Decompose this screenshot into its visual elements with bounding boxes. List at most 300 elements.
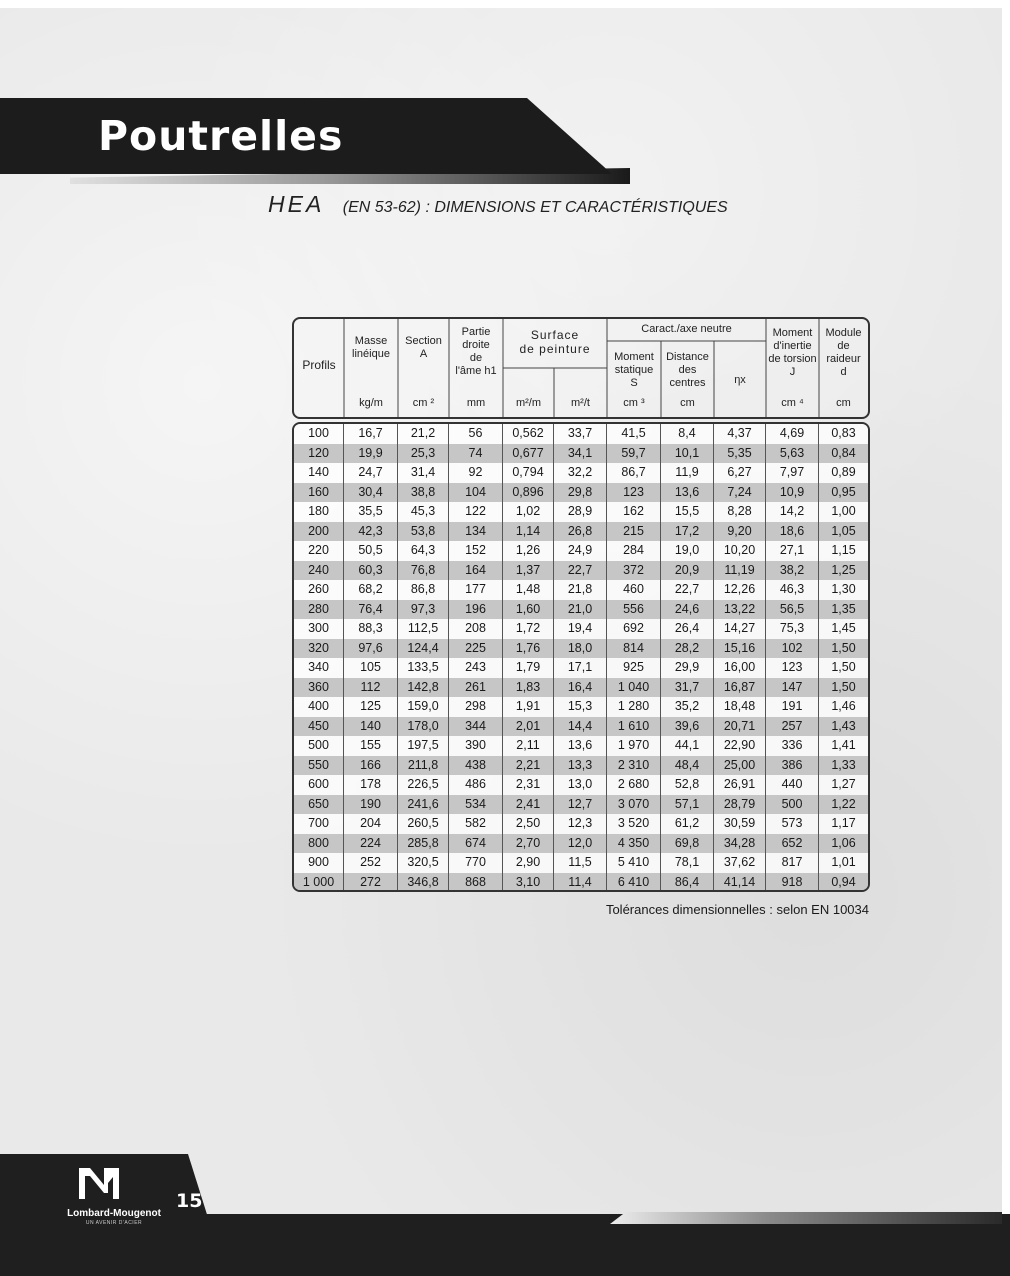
cell-distance-centres: 19,0 (661, 541, 714, 561)
cell-module-raideur: 0,95 (831, 484, 856, 499)
cell-moment-inertie: 102 (766, 639, 819, 659)
cell-section: 320,5 (398, 853, 449, 873)
cell-moment-inertie: 75,3 (766, 619, 819, 639)
cell-moment-statique: 3 520 (607, 814, 661, 834)
cell-section: 285,8 (398, 834, 449, 854)
cell-eta-x: 10,20 (714, 541, 766, 561)
cell-surface-t: 19,4 (554, 619, 607, 639)
cell-partie-droite: 298 (449, 697, 503, 717)
cell-section: 260,5 (398, 814, 449, 834)
table-row (294, 697, 868, 717)
page-number: 15 (176, 1190, 203, 1212)
unit-surface-m: m²/m (515, 397, 542, 409)
cell-masse: 204 (344, 814, 398, 834)
cell-profil: 220 (294, 541, 344, 561)
cell-surface-t: 24,9 (554, 541, 607, 561)
cell-moment-statique: 372 (607, 561, 661, 581)
cell-surface-t: 17,1 (554, 658, 607, 678)
cell-surface-m: 3,10 (503, 873, 554, 893)
cell-eta-x: 9,20 (714, 522, 766, 542)
cell-surface-m: 1,79 (503, 658, 554, 678)
cell-distance-centres: 28,2 (661, 639, 714, 659)
cell-partie-droite: 868 (449, 873, 503, 893)
cell-moment-statique: 1 280 (607, 697, 661, 717)
cell-module-raideur: 1,35 (831, 601, 856, 616)
cell-surface-m: 1,60 (503, 600, 554, 620)
top-margin (0, 0, 1010, 8)
cell-moment-statique: 1 970 (607, 736, 661, 756)
table-row (294, 775, 868, 795)
cell-profil: 800 (294, 834, 344, 854)
cell-surface-t: 16,4 (554, 678, 607, 698)
table-row (294, 658, 868, 678)
cell-surface-t: 21,0 (554, 600, 607, 620)
cell-section: 241,6 (398, 795, 449, 815)
cell-moment-inertie: 123 (766, 658, 819, 678)
cell-moment-inertie: 500 (766, 795, 819, 815)
cell-profil: 300 (294, 619, 344, 639)
cell-partie-droite: 177 (449, 580, 503, 600)
table-row (294, 600, 868, 620)
cell-moment-inertie: 191 (766, 697, 819, 717)
cell-module-raideur: 1,27 (831, 777, 856, 791)
cell-distance-centres: 29,9 (661, 658, 714, 678)
cell-moment-statique: 41,5 (607, 424, 661, 444)
cell-surface-t: 12,0 (554, 834, 607, 854)
cell-masse: 42,3 (344, 522, 398, 542)
cell-eta-x: 16,87 (714, 678, 766, 698)
cell-surface-t: 12,7 (554, 795, 607, 815)
cell-distance-centres: 17,2 (661, 522, 714, 542)
brand-name: Lombard-Mougenot (67, 1208, 161, 1219)
cell-distance-centres: 22,7 (661, 580, 714, 600)
unit-distance: cm (680, 397, 695, 409)
cell-surface-m: 0,794 (503, 463, 554, 483)
cell-distance-centres: 24,6 (661, 600, 714, 620)
cell-moment-inertie: 147 (766, 678, 819, 698)
cell-distance-centres: 52,8 (661, 775, 714, 795)
cell-moment-statique: 123 (607, 483, 661, 503)
table-row (294, 463, 868, 483)
cell-moment-inertie: 336 (766, 736, 819, 756)
cell-profil: 120 (294, 444, 344, 464)
cell-eta-x: 25,00 (714, 756, 766, 776)
cell-surface-t: 21,8 (554, 580, 607, 600)
cell-moment-statique: 2 310 (607, 756, 661, 776)
cell-profil: 700 (294, 814, 344, 834)
tolerance-note: Tolérances dimensionnelles : selon EN 10034 (605, 902, 869, 917)
cell-distance-centres: 39,6 (661, 717, 714, 737)
cell-distance-centres: 44,1 (661, 736, 714, 756)
cell-distance-centres: 86,4 (661, 873, 714, 893)
cell-profil: 550 (294, 756, 344, 776)
cell-module-raideur: 1,05 (831, 523, 856, 538)
cell-partie-droite: 344 (449, 717, 503, 737)
cell-surface-m: 0,562 (503, 424, 554, 444)
header-distance-centres: Distance des centres (666, 351, 709, 389)
table-row (294, 814, 868, 834)
cell-masse: 125 (344, 697, 398, 717)
table-row (294, 736, 868, 756)
cell-distance-centres: 57,1 (661, 795, 714, 815)
unit-partie: mm (466, 397, 486, 409)
cell-section: 159,0 (398, 697, 449, 717)
cell-masse: 155 (344, 736, 398, 756)
cell-module-raideur: 1,41 (831, 738, 856, 752)
cell-profil: 900 (294, 853, 344, 873)
cell-surface-m: 2,01 (503, 717, 554, 737)
page-title: Poutrelles (98, 112, 344, 160)
cell-surface-t: 32,2 (554, 463, 607, 483)
cell-moment-statique: 1 040 (607, 678, 661, 698)
cell-distance-centres: 69,8 (661, 834, 714, 854)
footer-gradient-stripe (610, 1212, 1002, 1224)
cell-masse: 112 (344, 678, 398, 698)
cell-profil: 1 000 (294, 873, 344, 893)
cell-profil: 240 (294, 561, 344, 581)
cell-partie-droite: 208 (449, 619, 503, 639)
cell-section: 86,8 (398, 580, 449, 600)
header-profils: Profils (302, 358, 336, 372)
cell-profil: 180 (294, 502, 344, 522)
cell-moment-inertie: 27,1 (766, 541, 819, 561)
cell-surface-m: 2,50 (503, 814, 554, 834)
cell-module-raideur: 1,17 (831, 816, 856, 830)
cell-moment-statique: 692 (607, 619, 661, 639)
cell-surface-t: 13,6 (554, 736, 607, 756)
cell-surface-m: 1,37 (503, 561, 554, 581)
cell-moment-statique: 2 680 (607, 775, 661, 795)
cell-moment-inertie: 440 (766, 775, 819, 795)
cell-moment-statique: 814 (607, 639, 661, 659)
cell-surface-t: 22,7 (554, 561, 607, 581)
table-row (294, 717, 868, 737)
cell-surface-t: 15,3 (554, 697, 607, 717)
cell-eta-x: 41,14 (714, 873, 766, 893)
cell-eta-x: 11,19 (714, 561, 766, 581)
cell-moment-statique: 1 610 (607, 717, 661, 737)
cell-distance-centres: 48,4 (661, 756, 714, 776)
cell-distance-centres: 35,2 (661, 697, 714, 717)
header-section: Section A (405, 335, 442, 360)
cell-surface-t: 18,0 (554, 639, 607, 659)
table-row (294, 678, 868, 698)
cell-moment-inertie: 573 (766, 814, 819, 834)
cell-surface-m: 1,76 (503, 639, 554, 659)
header-module-raideur: Module de raideur d (825, 327, 862, 378)
cell-partie-droite: 534 (449, 795, 503, 815)
cell-moment-statique: 6 410 (607, 873, 661, 893)
unit-moment-inertie: cm ⁴ (781, 397, 804, 409)
cell-eta-x: 8,28 (714, 502, 766, 522)
cell-masse: 140 (344, 717, 398, 737)
cell-section: 124,4 (398, 639, 449, 659)
cell-masse: 178 (344, 775, 398, 795)
cell-surface-m: 1,26 (503, 541, 554, 561)
cell-module-raideur: 1,50 (831, 640, 856, 655)
cell-eta-x: 5,35 (714, 444, 766, 464)
table-rows (294, 424, 868, 892)
table-row (294, 502, 868, 522)
cell-surface-m: 1,91 (503, 697, 554, 717)
cell-moment-inertie: 817 (766, 853, 819, 873)
cell-masse: 24,7 (344, 463, 398, 483)
cell-section: 346,8 (398, 873, 449, 893)
table-row (294, 756, 868, 776)
cell-eta-x: 16,00 (714, 658, 766, 678)
cell-distance-centres: 20,9 (661, 561, 714, 581)
cell-moment-statique: 556 (607, 600, 661, 620)
unit-section: cm ² (412, 397, 435, 409)
cell-profil: 140 (294, 463, 344, 483)
cell-masse: 224 (344, 834, 398, 854)
cell-eta-x: 20,71 (714, 717, 766, 737)
cell-moment-inertie: 38,2 (766, 561, 819, 581)
cell-partie-droite: 92 (449, 463, 503, 483)
cell-masse: 88,3 (344, 619, 398, 639)
cell-moment-inertie: 386 (766, 756, 819, 776)
unit-module: cm (836, 397, 851, 409)
cell-module-raideur: 0,89 (831, 465, 856, 479)
cell-masse: 105 (344, 658, 398, 678)
table-subtitle (268, 191, 728, 218)
cell-surface-m: 2,11 (503, 736, 554, 756)
cell-surface-m: 2,70 (503, 834, 554, 854)
unit-surface-t: m²/t (571, 397, 590, 409)
cell-partie-droite: 134 (449, 522, 503, 542)
header-caract: Caract./axe neutre (641, 323, 732, 335)
cell-moment-inertie: 14,2 (766, 502, 819, 522)
cell-surface-t: 13,3 (554, 756, 607, 776)
cell-moment-inertie: 46,3 (766, 580, 819, 600)
cell-surface-m: 1,83 (503, 678, 554, 698)
cell-surface-m: 1,02 (503, 502, 554, 522)
cell-masse: 16,7 (344, 424, 398, 444)
cell-distance-centres: 11,9 (661, 463, 714, 483)
cell-eta-x: 22,90 (714, 736, 766, 756)
cell-surface-m: 2,90 (503, 853, 554, 873)
cell-moment-statique: 162 (607, 502, 661, 522)
cell-module-raideur: 1,50 (831, 660, 856, 674)
cell-profil: 500 (294, 736, 344, 756)
table-row (294, 522, 868, 542)
cell-surface-t: 26,8 (554, 522, 607, 542)
cell-moment-inertie: 7,97 (766, 463, 819, 483)
header-moment-statique: Moment statique S (614, 351, 654, 389)
cell-profil: 200 (294, 522, 344, 542)
cell-eta-x: 34,28 (714, 834, 766, 854)
table-row (294, 483, 868, 503)
cell-moment-statique: 4 350 (607, 834, 661, 854)
cell-surface-m: 0,677 (503, 444, 554, 464)
cell-eta-x: 14,27 (714, 619, 766, 639)
cell-section: 64,3 (398, 541, 449, 561)
cell-profil: 600 (294, 775, 344, 795)
cell-distance-centres: 15,5 (661, 502, 714, 522)
cell-partie-droite: 56 (449, 424, 503, 444)
cell-moment-inertie: 18,6 (766, 522, 819, 542)
cell-moment-statique: 3 070 (607, 795, 661, 815)
cell-masse: 50,5 (344, 541, 398, 561)
brand-tagline: UN AVENIR D'ACIER (85, 1220, 143, 1226)
table-row (294, 639, 868, 659)
profile-code: HEA (268, 191, 325, 217)
cell-profil: 340 (294, 658, 344, 678)
cell-surface-m: 2,31 (503, 775, 554, 795)
cell-module-raideur: 1,01 (831, 855, 856, 869)
cell-moment-inertie: 257 (766, 717, 819, 737)
cell-distance-centres: 61,2 (661, 814, 714, 834)
cell-moment-statique: 215 (607, 522, 661, 542)
cell-section: 197,5 (398, 736, 449, 756)
cell-surface-m: 1,14 (503, 522, 554, 542)
cell-surface-t: 33,7 (554, 424, 607, 444)
cell-profil: 160 (294, 483, 344, 503)
cell-partie-droite: 438 (449, 756, 503, 776)
cell-section: 25,3 (398, 444, 449, 464)
cell-moment-statique: 5 410 (607, 853, 661, 873)
unit-masse: kg/m (359, 397, 383, 409)
cell-moment-statique: 925 (607, 658, 661, 678)
cell-eta-x: 28,79 (714, 795, 766, 815)
cell-masse: 252 (344, 853, 398, 873)
header-eta-x: ηx (734, 374, 746, 386)
cell-masse: 76,4 (344, 600, 398, 620)
cell-eta-x: 6,27 (714, 463, 766, 483)
cell-eta-x: 13,22 (714, 600, 766, 620)
cell-module-raideur: 1,43 (831, 718, 856, 733)
cell-section: 226,5 (398, 775, 449, 795)
cell-moment-inertie: 4,69 (766, 424, 819, 444)
cell-profil: 260 (294, 580, 344, 600)
cell-moment-inertie: 652 (766, 834, 819, 854)
table-row (294, 561, 868, 581)
cell-profil: 360 (294, 678, 344, 698)
cell-partie-droite: 261 (449, 678, 503, 698)
cell-profil: 400 (294, 697, 344, 717)
cell-eta-x: 4,37 (714, 424, 766, 444)
cell-surface-t: 11,4 (554, 873, 607, 893)
cell-masse: 97,6 (344, 639, 398, 659)
cell-profil: 100 (294, 424, 344, 444)
cell-partie-droite: 486 (449, 775, 503, 795)
header-partie-droite: Partie droite de l'âme h1 (455, 326, 497, 377)
cell-masse: 272 (344, 873, 398, 893)
cell-section: 142,8 (398, 678, 449, 698)
cell-partie-droite: 122 (449, 502, 503, 522)
cell-section: 178,0 (398, 717, 449, 737)
table-row (294, 619, 868, 639)
cell-eta-x: 30,59 (714, 814, 766, 834)
right-margin (1002, 0, 1010, 1276)
table-header (292, 317, 870, 419)
cell-surface-m: 1,48 (503, 580, 554, 600)
cell-surface-t: 28,9 (554, 502, 607, 522)
table-row (294, 873, 868, 893)
cell-partie-droite: 225 (449, 639, 503, 659)
cell-module-raideur: 1,25 (831, 562, 856, 577)
cell-eta-x: 26,91 (714, 775, 766, 795)
cell-partie-droite: 164 (449, 561, 503, 581)
table-row (294, 424, 868, 444)
cell-section: 76,8 (398, 561, 449, 581)
header-moment-inertie: Moment d'inertie de torsion J (768, 327, 817, 378)
cell-section: 211,8 (398, 756, 449, 776)
cell-module-raideur: 1,30 (831, 582, 856, 596)
cell-masse: 35,5 (344, 502, 398, 522)
cell-eta-x: 15,16 (714, 639, 766, 659)
cell-distance-centres: 78,1 (661, 853, 714, 873)
cell-surface-m: 0,896 (503, 483, 554, 503)
cell-moment-inertie: 5,63 (766, 444, 819, 464)
cell-section: 133,5 (398, 658, 449, 678)
cell-masse: 19,9 (344, 444, 398, 464)
cell-masse: 68,2 (344, 580, 398, 600)
cell-profil: 320 (294, 639, 344, 659)
cell-module-raideur: 1,22 (831, 796, 856, 811)
cell-moment-inertie: 10,9 (766, 483, 819, 503)
cell-section: 53,8 (398, 522, 449, 542)
cell-moment-statique: 86,7 (607, 463, 661, 483)
cell-profil: 650 (294, 795, 344, 815)
cell-profil: 450 (294, 717, 344, 737)
table-row (294, 853, 868, 873)
table-row (294, 444, 868, 464)
cell-section: 21,2 (398, 424, 449, 444)
cell-masse: 166 (344, 756, 398, 776)
cell-module-raideur: 1,15 (831, 543, 856, 557)
cell-moment-statique: 460 (607, 580, 661, 600)
table-row (294, 580, 868, 600)
cell-eta-x: 18,48 (714, 697, 766, 717)
cell-distance-centres: 26,4 (661, 619, 714, 639)
cell-distance-centres: 31,7 (661, 678, 714, 698)
subtitle-description: (EN 53-62) : DIMENSIONS ET CARACTÉRISTIQUES (342, 199, 728, 216)
cell-partie-droite: 770 (449, 853, 503, 873)
cell-partie-droite: 152 (449, 541, 503, 561)
cell-partie-droite: 582 (449, 814, 503, 834)
cell-masse: 60,3 (344, 561, 398, 581)
cell-masse: 190 (344, 795, 398, 815)
cell-surface-t: 13,0 (554, 775, 607, 795)
cell-eta-x: 7,24 (714, 483, 766, 503)
cell-partie-droite: 196 (449, 600, 503, 620)
cell-surface-m: 2,21 (503, 756, 554, 776)
cell-surface-t: 34,1 (554, 444, 607, 464)
cell-moment-statique: 59,7 (607, 444, 661, 464)
cell-module-raideur: 1,50 (831, 679, 856, 694)
cell-surface-m: 2,41 (503, 795, 554, 815)
header-surface: Surface de peinture (519, 328, 591, 356)
cell-moment-inertie: 56,5 (766, 600, 819, 620)
cell-module-raideur: 0,83 (831, 426, 856, 440)
cell-section: 112,5 (398, 619, 449, 639)
cell-moment-statique: 284 (607, 541, 661, 561)
cell-partie-droite: 243 (449, 658, 503, 678)
cell-partie-droite: 74 (449, 444, 503, 464)
cell-module-raideur: 1,45 (831, 621, 856, 635)
cell-section: 45,3 (398, 502, 449, 522)
cell-surface-t: 29,8 (554, 483, 607, 503)
cell-section: 31,4 (398, 463, 449, 483)
cell-module-raideur: 1,46 (831, 699, 856, 713)
cell-distance-centres: 8,4 (661, 424, 714, 444)
cell-masse: 30,4 (344, 483, 398, 503)
cell-module-raideur: 1,33 (831, 757, 856, 772)
table-row (294, 834, 868, 854)
header-masse: Masse linéique (352, 335, 390, 360)
cell-distance-centres: 10,1 (661, 444, 714, 464)
